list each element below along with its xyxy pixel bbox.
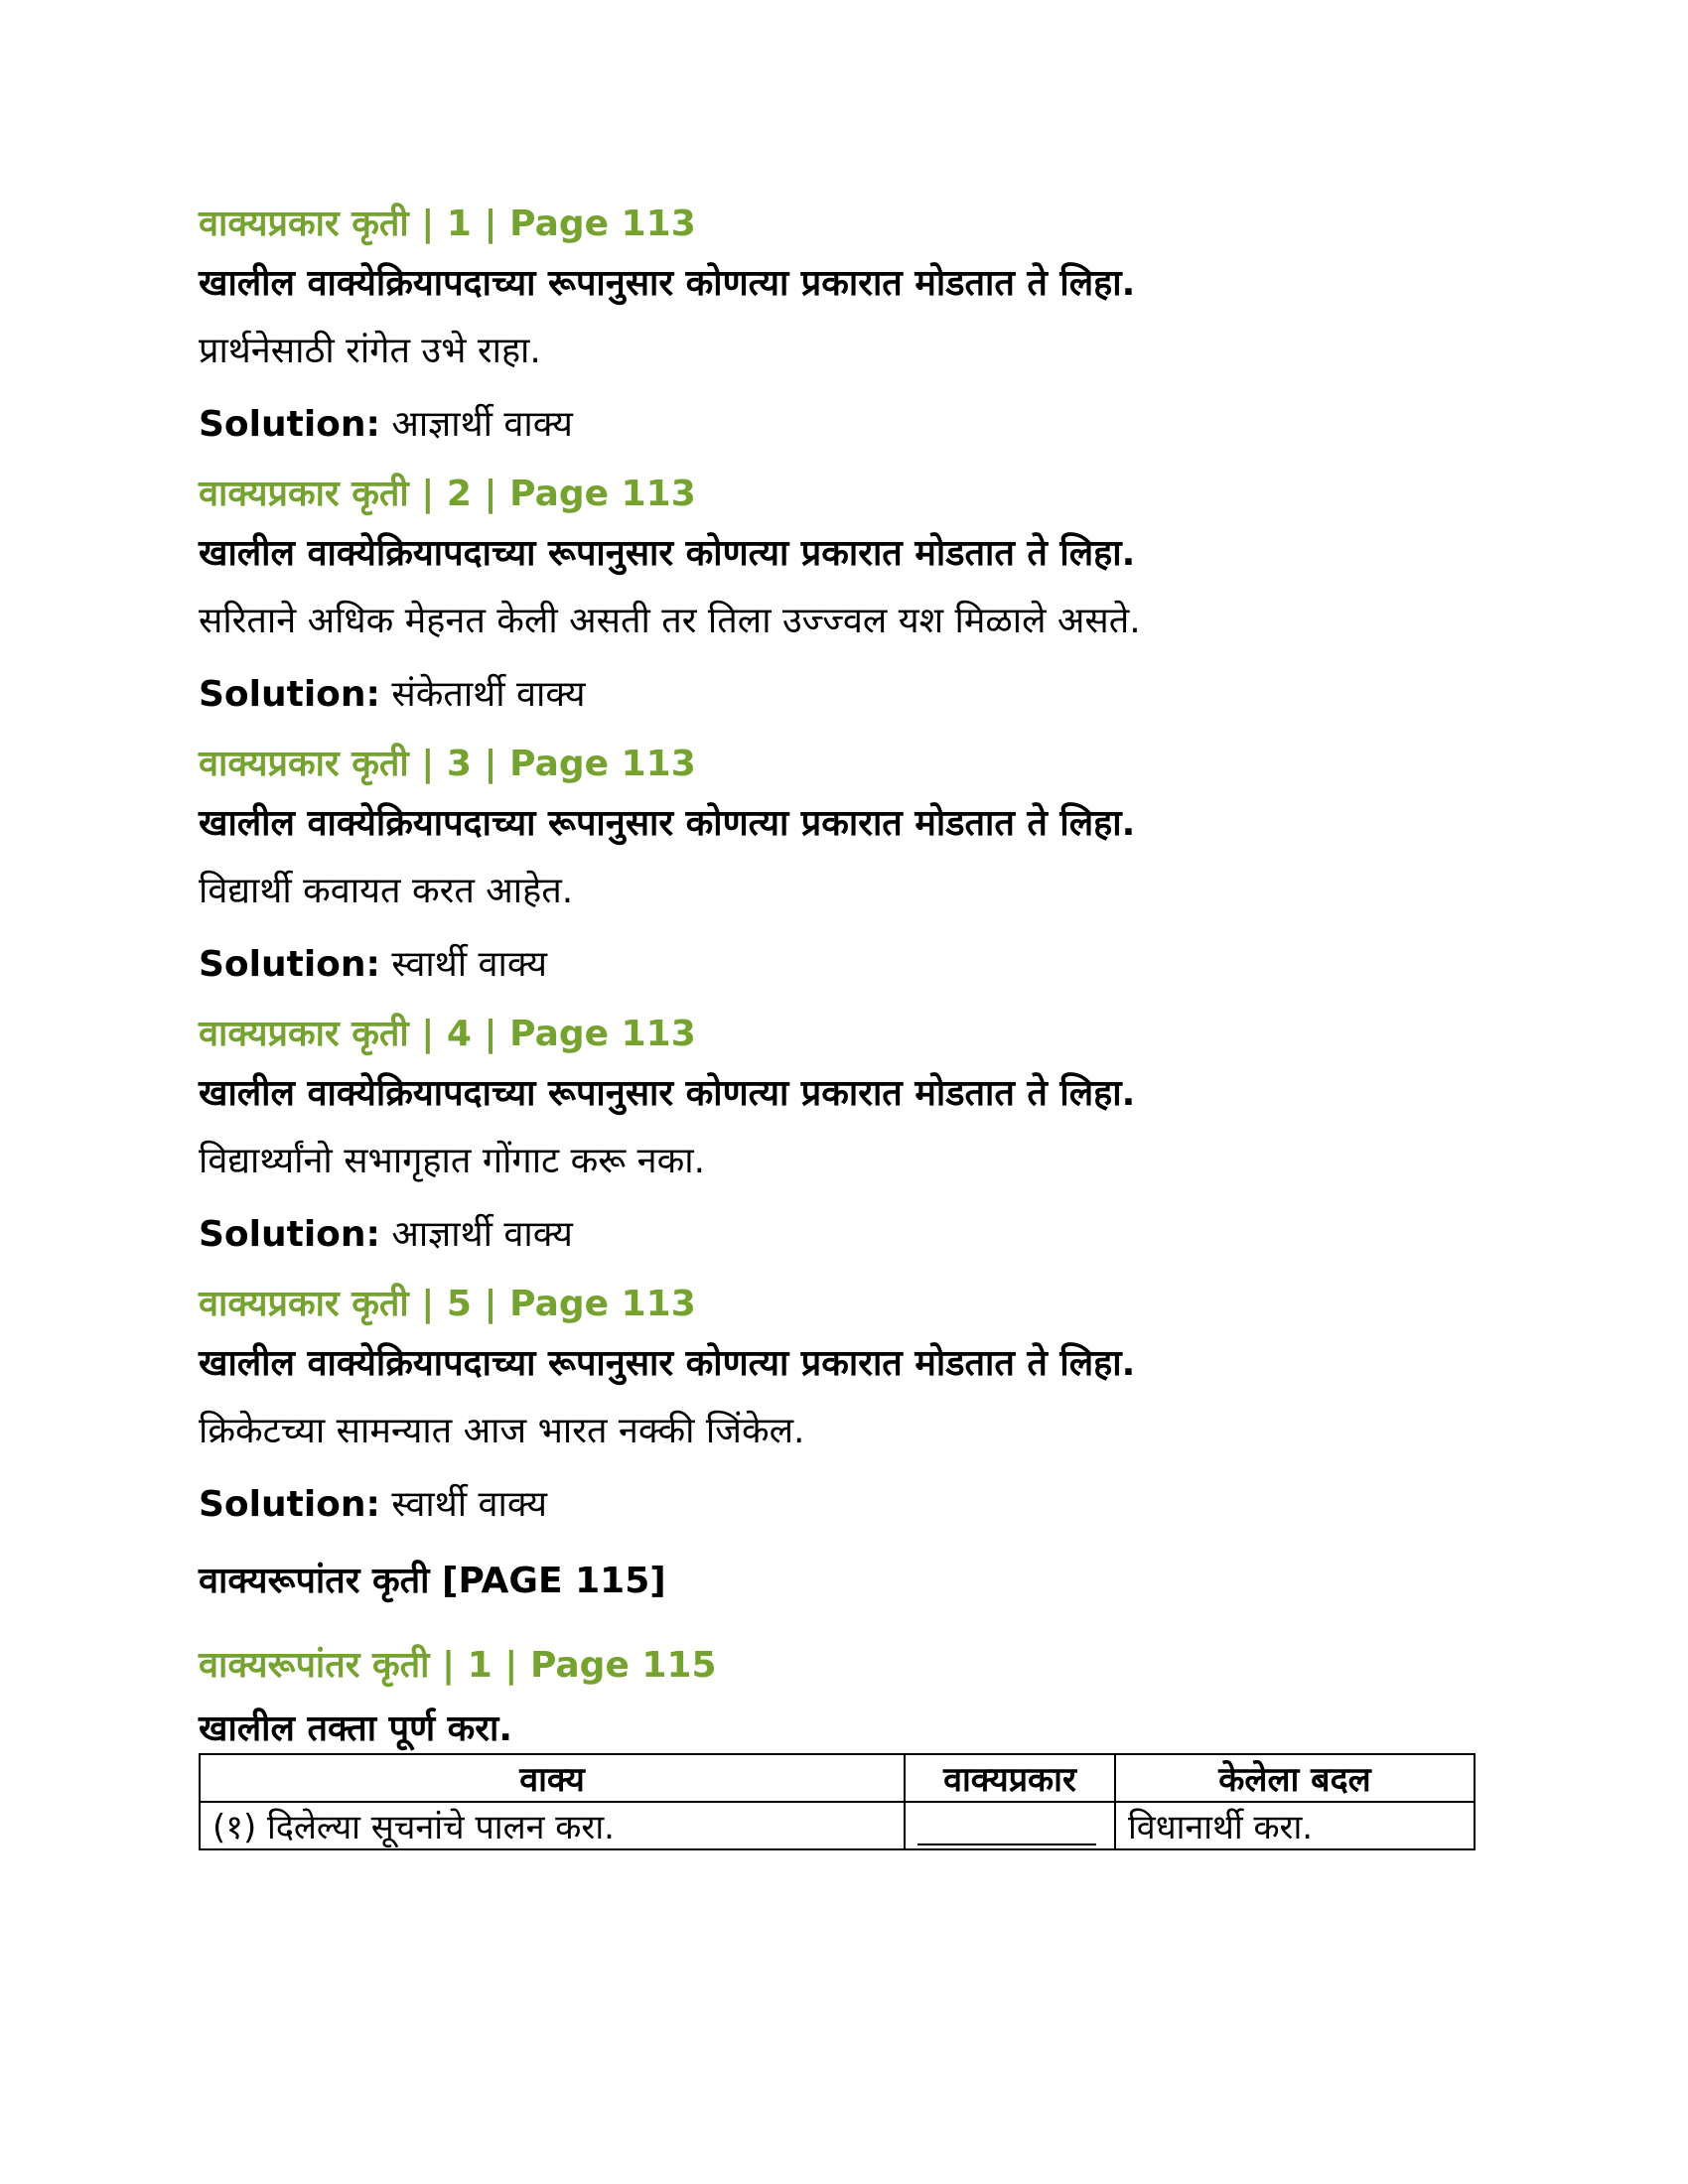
solution-line (199, 929, 1489, 1009)
document-page (199, 199, 1489, 1850)
question-instruction: खालील वाक्येक्रियापदाच्या रूपानुसार कोणत्या प्रकारात मोडतात ते लिहा. (199, 1073, 1136, 1114)
cell-sentence: (१) दिलेल्या सूचनांचे पालन करा. (200, 1802, 905, 1849)
question-instruction: खालील वाक्येक्रियापदाच्या रूपानुसार कोणत्या प्रकारात मोडतात ते लिहा. (199, 263, 1136, 304)
solution-line (199, 1199, 1489, 1279)
question-block-3 (199, 739, 1489, 1009)
table-header-row (200, 1754, 1475, 1802)
section-title: वाक्यरूपांतर कृती [PAGE 115] (199, 1561, 666, 1601)
table-instruction: खालील तक्ता पूर्ण करा. (199, 1708, 513, 1749)
table-question-heading: वाक्यरूपांतर कृती | 1 | Page 115 (199, 1645, 717, 1686)
table-row (200, 1802, 1475, 1849)
solution-text: संकेतार्थी वाक्य (391, 674, 586, 715)
question-heading: वाक्यप्रकार कृती | 4 | Page 113 (199, 1014, 696, 1054)
question-instruction: खालील वाक्येक्रियापदाच्या रूपानुसार कोणत्या प्रकारात मोडतात ते लिहा. (199, 1343, 1136, 1384)
solution-line (199, 659, 1489, 739)
question-block-4 (199, 1009, 1489, 1279)
solution-line (199, 389, 1489, 469)
cell-type[interactable] (905, 1802, 1115, 1849)
question-heading: वाक्यप्रकार कृती | 1 | Page 113 (199, 204, 696, 244)
question-heading: वाक्यप्रकार कृती | 5 | Page 113 (199, 1284, 696, 1324)
question-sentence: सरिताने अधिक मेहनत केली असती तर तिला उज्ज्वल यश मिळाले असते. (199, 601, 1141, 641)
transformation-table (199, 1753, 1476, 1850)
question-block-2 (199, 469, 1489, 739)
table-question-block (199, 1626, 1489, 1850)
solution-label: Solution: (199, 1214, 380, 1255)
solution-label: Solution: (199, 674, 380, 715)
solution-line (199, 1469, 1489, 1549)
solution-label: Solution: (199, 1484, 380, 1525)
question-sentence: प्रार्थनेसाठी रांगेत उभे राहा. (199, 331, 541, 371)
question-instruction: खालील वाक्येक्रियापदाच्या रूपानुसार कोणत्या प्रकारात मोडतात ते लिहा. (199, 533, 1136, 574)
question-heading: वाक्यप्रकार कृती | 2 | Page 113 (199, 474, 696, 514)
question-heading: वाक्यप्रकार कृती | 3 | Page 113 (199, 744, 696, 784)
cell-change: विधानार्थी करा. (1115, 1802, 1475, 1849)
question-sentence: क्रिकेटच्या सामन्यात आज भारत नक्की जिंकेल. (199, 1411, 805, 1451)
column-header-sentence: वाक्य (200, 1754, 905, 1802)
column-header-type: वाक्यप्रकार (905, 1754, 1115, 1802)
solution-label: Solution: (199, 944, 380, 985)
solution-label: Solution: (199, 404, 380, 445)
question-block-5 (199, 1279, 1489, 1549)
question-sentence: विद्यार्थी कवायत करत आहेत. (199, 871, 574, 911)
solution-text: आज्ञार्थी वाक्य (391, 1214, 573, 1255)
solution-text: स्वार्थी वाक्य (391, 944, 547, 985)
answer-blank[interactable] (917, 1810, 1096, 1845)
question-instruction: खालील वाक्येक्रियापदाच्या रूपानुसार कोणत्या प्रकारात मोडतात ते लिहा. (199, 803, 1136, 844)
column-header-change: केलेला बदल (1115, 1754, 1475, 1802)
question-sentence: विद्यार्थ्यांनो सभागृहात गोंगाट करू नका. (199, 1141, 706, 1181)
solution-text: स्वार्थी वाक्य (391, 1484, 547, 1525)
question-block-1 (199, 199, 1489, 469)
solution-text: आज्ञार्थी वाक्य (391, 404, 573, 445)
